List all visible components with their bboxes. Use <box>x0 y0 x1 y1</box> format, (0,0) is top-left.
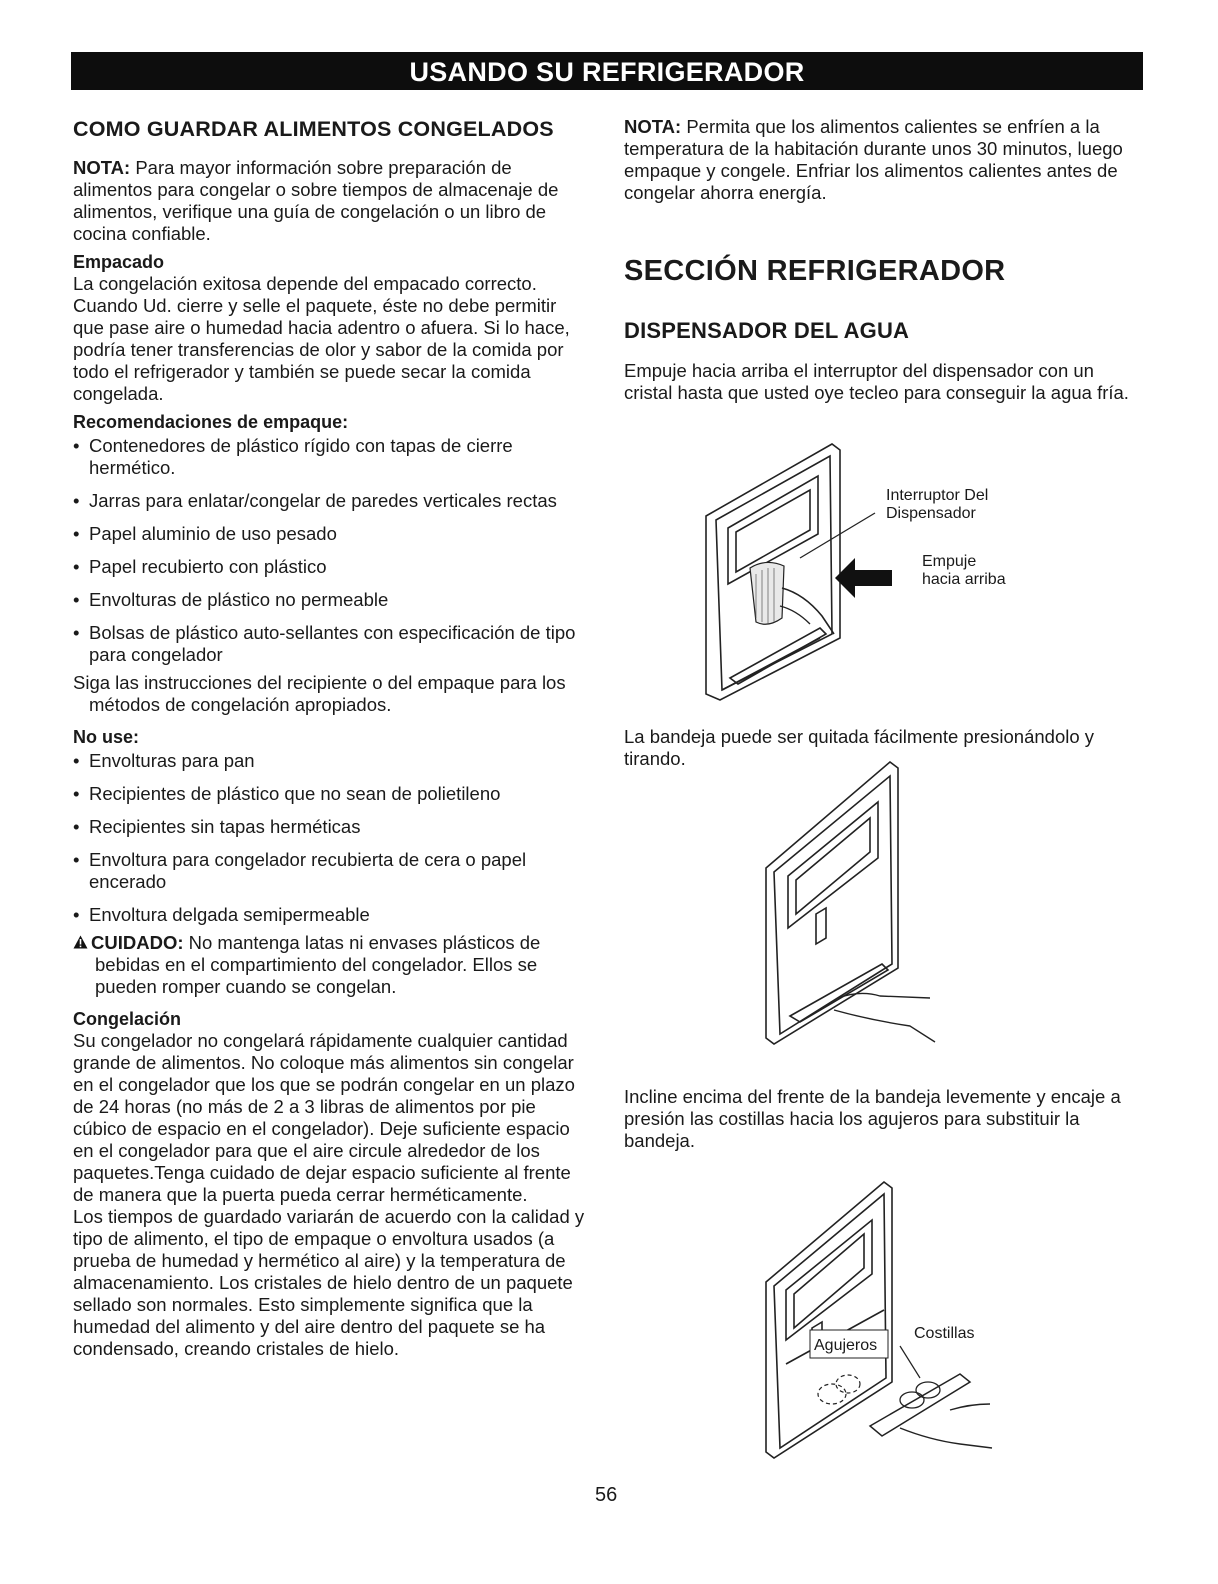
dispenser-cup-illustration <box>700 438 1040 708</box>
label-push-up-line1: Empuje <box>922 553 977 570</box>
note-paragraph-right <box>624 116 1144 204</box>
subheading-recommendations: Recomendaciones de empaque: <box>73 412 349 432</box>
label-ribs: Costillas <box>914 1325 975 1342</box>
freezing-paragraph-1: Su congelador no congelará rápidamente cualquier cantidad grande de alimentos. No coloque más alimentos sin congelar en el congelador que los que se podrán congelar en un plazo de 24 horas (no más de 2 a 3 libras de alimentos por pie cúbico de espacio en el congelador). Deje suficiente espacio en el congelador para que el aire circule alrededor de los paquetes.Tenga cuidado de dejar espacio suficiente al frente de manera que la puerta pueda cerrar herméticamente. <box>73 1030 575 1205</box>
list-item: • Bolsas de plástico auto-sellantes con especificación de tipo para congelador <box>73 622 589 666</box>
tray-replace-illustration <box>760 1178 1030 1462</box>
list-item: • Papel aluminio de uso pesado <box>73 523 589 545</box>
packaging-paragraph: La congelación exitosa depende del empacado correcto. Cuando Ud. cierre y selle el paquete, éste no debe permitir que pase aire o humedad hacia adentro o afuera. Si lo hace, podría tener transferencias de olor y sabor de la comida por todo el refrigerador y también se puede secar la comida congelada. <box>73 273 570 404</box>
section-heading-frozen-foods: COMO GUARDAR ALIMENTOS CONGELADOS <box>73 117 554 141</box>
left-column <box>73 116 589 1360</box>
list-item: • Recipientes sin tapas herméticas <box>73 816 589 838</box>
heading-water-dispenser: DISPENSADOR DEL AGUA <box>624 318 910 343</box>
list-item: • Jarras para enlatar/congelar de paredes verticales rectas <box>73 490 589 512</box>
page-number: 56 <box>595 1484 618 1506</box>
list-item: • Recipientes de plástico que no sean de polietileno <box>73 783 589 805</box>
tray-removal-paragraph: La bandeja puede ser quitada fácilmente presionándolo y tirando. <box>624 726 1095 769</box>
caution-paragraph <box>73 932 589 998</box>
section-heading-refrigerator: SECCIÓN REFRIGERADOR <box>624 255 1006 287</box>
tray-removal-illustration <box>760 758 950 1048</box>
list-item: • Envolturas para pan <box>73 750 589 772</box>
subheading-do-not-use: No use: <box>73 727 140 747</box>
label-holes: Agujeros <box>814 1337 878 1354</box>
list-item: • Envoltura para congelador recubierta de cera o papel encerado <box>73 849 589 893</box>
list-item: • Envoltura delgada semipermeable <box>73 904 589 926</box>
label-dispenser-switch-line1: Interruptor Del <box>886 487 989 504</box>
list-item: • Papel recubierto con plástico <box>73 556 589 578</box>
caution-text: No mantenga latas ni envases plásticos de bebidas en el compartimiento del congelador. Ellos se pueden romper cuando se congelan. <box>95 932 541 997</box>
right-column <box>624 116 1144 404</box>
note-text: Para mayor información sobre preparación de alimentos para congelar o sobre tiempos de almacenaje de alimentos, verifique una guía de congelación o un libro de cocina confiable. <box>73 157 559 244</box>
subheading-freezing: Congelación <box>73 1009 182 1029</box>
follow-instructions-paragraph: Siga las instrucciones del recipiente o del empaque para los métodos de congelación apropiados. <box>73 672 566 715</box>
note-paragraph <box>73 157 589 245</box>
label-push-up-line2: hacia arriba <box>922 571 1006 588</box>
dispenser-paragraph: Empuje hacia arriba el interruptor del dispensador con un cristal hasta que usted oye tecleo para conseguir la agua fría. <box>624 360 1129 403</box>
do-not-use-list <box>73 750 589 926</box>
note-text: Permita que los alimentos calientes se enfríen a la temperatura de la habitación durante unos 30 minutos, luego empaque y congele. Enfriar los alimentos calientes antes de congelar ahorra energía. <box>624 116 1123 203</box>
caution-label: CUIDADO: <box>91 932 184 953</box>
freezing-paragraph-2: Los tiempos de guardado variarán de acuerdo con la calidad y tipo de alimento, el tipo de empaque o envoltura usados (a prueba de humedad y hermético al aire) y la temperatura de almacenamiento. Los cristales de hielo dentro de un paquete sellado son normales. Esto simplemente significa que la humedad del alimento y del aire dentro del paquete se ha condensado, creando cristales de hielo. <box>73 1206 585 1359</box>
note-label: NOTA: <box>624 116 682 137</box>
list-item: • Envolturas de plástico no permeable <box>73 589 589 611</box>
page-header-banner: USANDO SU REFRIGERADOR <box>71 52 1143 90</box>
warning-triangle-icon <box>73 932 91 954</box>
note-label: NOTA: <box>73 157 131 178</box>
recommendations-list <box>73 435 589 666</box>
label-dispenser-switch-line2: Dispensador <box>886 505 976 522</box>
tray-replace-paragraph: Incline encima del frente de la bandeja levemente y encaje a presión las costillas hacia los agujeros para substituir la bandeja. <box>624 1086 1121 1151</box>
list-item: • Contenedores de plástico rígido con tapas de cierre hermético. <box>73 435 589 479</box>
subheading-packaging: Empacado <box>73 252 165 272</box>
